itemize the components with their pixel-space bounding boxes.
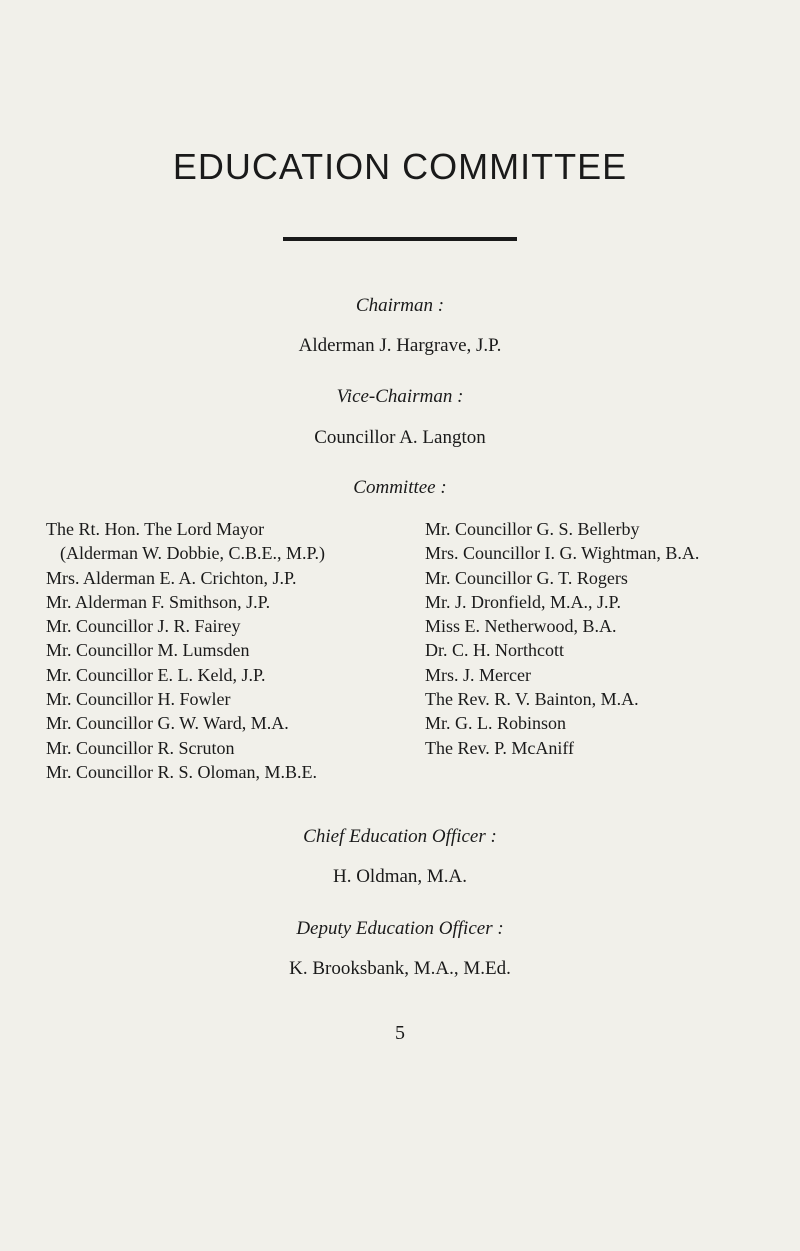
committee-member: Mrs. Alderman E. A. Crichton, J.P.	[46, 567, 297, 588]
committee-member: Mr. Councillor R. S. Oloman, M.B.E.	[46, 761, 318, 782]
chief-education-officer-name: H. Oldman, M.A.	[332, 866, 468, 887]
committee-member: Mr. Councillor R. Scruton	[46, 737, 235, 758]
committee-member: The Rev. R. V. Bainton, M.A.	[425, 689, 639, 710]
deputy-education-officer-name: K. Brooksbank, M.A., M.Ed.	[289, 958, 511, 979]
committee-member: Mr. Councillor E. L. Keld, J.P.	[46, 664, 266, 685]
committee-member: Mr. G. L. Robinson	[425, 713, 567, 734]
chairman-label: Chairman :	[355, 295, 445, 316]
committee-member: Mr. Councillor G. W. Ward, M.A.	[46, 713, 289, 734]
page-number: 5	[395, 1022, 405, 1044]
committee-member: Mr. Councillor H. Fowler	[46, 689, 231, 710]
committee-label: Committee :	[353, 477, 447, 498]
committee-left-column	[46, 517, 325, 784]
committee-member: Miss E. Netherwood, B.A.	[425, 616, 617, 637]
committee-member: Mr. Councillor G. T. Rogers	[425, 567, 628, 588]
page-title: EDUCATION COMMITTEE	[172, 146, 628, 187]
chief-education-officer-label: Chief Education Officer :	[303, 826, 497, 847]
committee-member: The Rev. P. McAniff	[425, 737, 574, 758]
committee-right-column	[425, 517, 699, 760]
chairman-name: Alderman J. Hargrave, J.P.	[298, 335, 502, 356]
title-underline	[283, 237, 517, 241]
committee-member: Mr. Councillor G. S. Bellerby	[425, 519, 640, 539]
deputy-education-officer-label: Deputy Education Officer :	[296, 918, 504, 939]
committee-member: Mrs. J. Mercer	[425, 664, 531, 685]
committee-member: The Rt. Hon. The Lord Mayor	[46, 519, 265, 539]
committee-member: Mrs. Councillor I. G. Wightman, B.A.	[425, 543, 700, 564]
committee-member: Mr. J. Dronfield, M.A., J.P.	[425, 591, 622, 612]
committee-member: Mr. Alderman F. Smithson, J.P.	[46, 591, 271, 612]
committee-member: Mr. Councillor J. R. Fairey	[46, 616, 241, 637]
vice-chairman-label: Vice-Chairman :	[336, 386, 464, 407]
committee-member: Dr. C. H. Northcott	[425, 640, 564, 661]
vice-chairman-name: Councillor A. Langton	[314, 427, 486, 448]
committee-member: (Alderman W. Dobbie, C.B.E., M.P.)	[60, 543, 325, 564]
committee-member: Mr. Councillor M. Lumsden	[46, 640, 250, 661]
